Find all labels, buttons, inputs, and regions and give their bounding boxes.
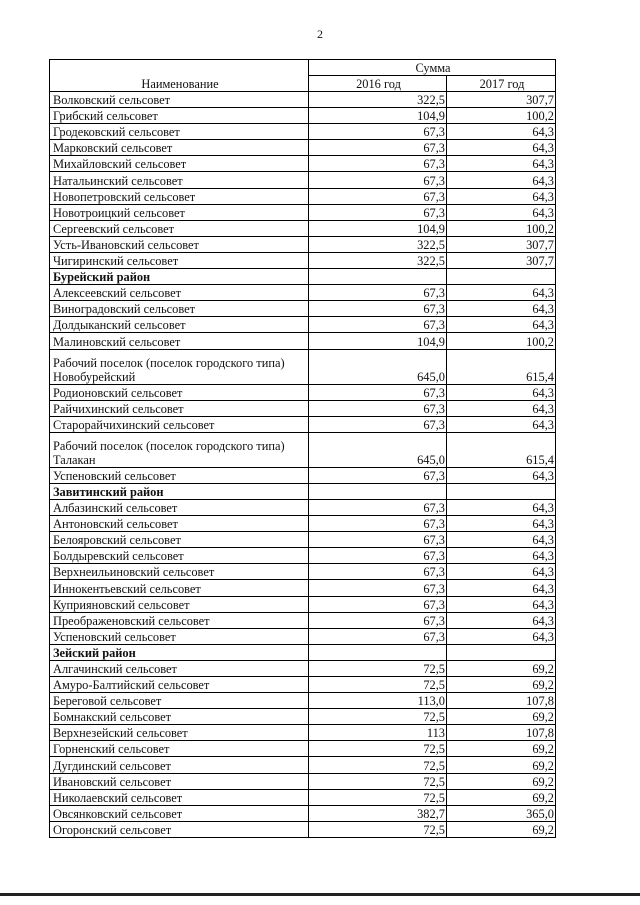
row-name: Успеновский сельсовет	[50, 628, 309, 644]
row-name: Натальинский сельсовет	[50, 172, 309, 188]
value-2016: 67,3	[309, 317, 447, 333]
value-2016: 104,9	[309, 333, 447, 349]
table-row	[50, 499, 556, 515]
value-2016: 67,3	[309, 140, 447, 156]
row-name: Новопетровский сельсовет	[50, 188, 309, 204]
district-heading-row	[50, 483, 556, 499]
value-2017: 307,7	[447, 252, 556, 268]
row-name-line-1: Рабочий поселок (поселок городского типа)	[53, 355, 285, 370]
value-2017: 307,7	[447, 236, 556, 252]
value-2017: 69,2	[447, 773, 556, 789]
table-row	[50, 467, 556, 483]
allocation-table	[49, 59, 556, 838]
value-2016: 67,3	[309, 516, 447, 532]
table-row	[50, 693, 556, 709]
district-name: Завитинский район	[50, 483, 309, 499]
value-2017: 64,3	[447, 140, 556, 156]
value-2016: 67,3	[309, 285, 447, 301]
value-2016: 67,3	[309, 156, 447, 172]
value-2017: 64,3	[447, 548, 556, 564]
row-name: Михайловский сельсовет	[50, 156, 309, 172]
row-name: Преображеновский сельсовет	[50, 612, 309, 628]
table-row	[50, 741, 556, 757]
table-row	[50, 252, 556, 268]
value-2017: 69,2	[447, 821, 556, 837]
value-2016: 67,3	[309, 204, 447, 220]
value-2017: 64,3	[447, 124, 556, 140]
row-name	[50, 432, 309, 467]
value-2016: 72,5	[309, 677, 447, 693]
empty-cell	[309, 269, 447, 285]
table-header	[50, 60, 556, 92]
table-row	[50, 349, 556, 384]
table-row	[50, 236, 556, 252]
table-row	[50, 140, 556, 156]
value-2016: 67,3	[309, 499, 447, 515]
row-name: Гродековский сельсовет	[50, 124, 309, 140]
table-row	[50, 532, 556, 548]
value-2016: 67,3	[309, 532, 447, 548]
header-sum: Сумма	[309, 60, 556, 76]
row-name-line-1: Рабочий поселок (поселок городского типа)	[53, 438, 285, 453]
row-name: Куприяновский сельсовет	[50, 596, 309, 612]
value-2016: 72,5	[309, 773, 447, 789]
district-name: Бурейский район	[50, 269, 309, 285]
value-2017: 107,8	[447, 725, 556, 741]
row-name: Малиновский сельсовет	[50, 333, 309, 349]
value-2017: 64,3	[447, 285, 556, 301]
value-2017: 307,7	[447, 92, 556, 108]
table-row	[50, 432, 556, 467]
table-row	[50, 725, 556, 741]
table-row	[50, 709, 556, 725]
row-name	[50, 349, 309, 384]
value-2017: 64,3	[447, 596, 556, 612]
value-2016: 67,3	[309, 384, 447, 400]
district-name: Зейский район	[50, 644, 309, 660]
value-2016: 67,3	[309, 172, 447, 188]
value-2017: 100,2	[447, 220, 556, 236]
table-row	[50, 548, 556, 564]
table-row	[50, 773, 556, 789]
value-2016: 67,3	[309, 548, 447, 564]
table-row	[50, 580, 556, 596]
value-2017: 64,3	[447, 612, 556, 628]
table-row	[50, 677, 556, 693]
table-row	[50, 188, 556, 204]
value-2017: 69,2	[447, 677, 556, 693]
value-2017: 365,0	[447, 805, 556, 821]
value-2016: 72,5	[309, 821, 447, 837]
table-row	[50, 564, 556, 580]
row-name-line-2: Талакан	[53, 452, 96, 467]
empty-cell	[447, 644, 556, 660]
row-name: Успеновский сельсовет	[50, 467, 309, 483]
row-name: Ивановский сельсовет	[50, 773, 309, 789]
table-row	[50, 400, 556, 416]
value-2017: 64,3	[447, 416, 556, 432]
header-name: Наименование	[50, 60, 309, 92]
value-2017: 69,2	[447, 709, 556, 725]
row-name: Старорайчихинский сельсовет	[50, 416, 309, 432]
value-2016: 113	[309, 725, 447, 741]
row-name-line-2: Новобурейский	[53, 369, 136, 384]
row-name: Горненский сельсовет	[50, 741, 309, 757]
table-row	[50, 124, 556, 140]
row-name: Бомнакский сельсовет	[50, 709, 309, 725]
table-row	[50, 333, 556, 349]
row-name: Новотроицкий сельсовет	[50, 204, 309, 220]
value-2017: 100,2	[447, 108, 556, 124]
value-2017: 64,3	[447, 317, 556, 333]
value-2016: 72,5	[309, 741, 447, 757]
empty-cell	[447, 483, 556, 499]
row-name: Родионовский сельсовет	[50, 384, 309, 400]
value-2017: 64,3	[447, 384, 556, 400]
value-2016: 72,5	[309, 757, 447, 773]
row-name: Албазинский сельсовет	[50, 499, 309, 515]
row-name: Верхнеильиновский сельсовет	[50, 564, 309, 580]
value-2017: 615,4	[447, 432, 556, 467]
value-2017: 64,3	[447, 188, 556, 204]
value-2017: 64,3	[447, 580, 556, 596]
row-name: Долдыканский сельсовет	[50, 317, 309, 333]
table-row	[50, 416, 556, 432]
value-2016: 322,5	[309, 252, 447, 268]
row-name: Огоронский сельсовет	[50, 821, 309, 837]
value-2017: 64,3	[447, 628, 556, 644]
value-2017: 69,2	[447, 757, 556, 773]
row-name: Белояровский сельсовет	[50, 532, 309, 548]
row-name: Усть-Ивановский сельсовет	[50, 236, 309, 252]
row-name: Амуро-Балтийский сельсовет	[50, 677, 309, 693]
district-heading-row	[50, 644, 556, 660]
value-2017: 64,3	[447, 301, 556, 317]
value-2017: 69,2	[447, 660, 556, 676]
value-2016: 67,3	[309, 124, 447, 140]
value-2017: 64,3	[447, 172, 556, 188]
district-heading-row	[50, 269, 556, 285]
row-name: Верхнезейский сельсовет	[50, 725, 309, 741]
row-name: Волковский сельсовет	[50, 92, 309, 108]
row-name: Райчихинский сельсовет	[50, 400, 309, 416]
value-2016: 67,3	[309, 467, 447, 483]
value-2016: 72,5	[309, 709, 447, 725]
header-year-2016: 2016 год	[309, 76, 447, 92]
empty-cell	[309, 644, 447, 660]
value-2016: 67,3	[309, 580, 447, 596]
value-2017: 69,2	[447, 741, 556, 757]
table-row	[50, 628, 556, 644]
row-name: Антоновский сельсовет	[50, 516, 309, 532]
value-2016: 104,9	[309, 108, 447, 124]
page-number: 2	[317, 27, 323, 41]
value-2017: 64,3	[447, 564, 556, 580]
value-2016: 67,3	[309, 188, 447, 204]
value-2016: 72,5	[309, 660, 447, 676]
row-name: Береговой сельсовет	[50, 693, 309, 709]
table-row	[50, 92, 556, 108]
value-2017: 64,3	[447, 156, 556, 172]
row-name: Сергеевский сельсовет	[50, 220, 309, 236]
header-year-2017: 2017 год	[447, 76, 556, 92]
table-row	[50, 285, 556, 301]
value-2017: 64,3	[447, 400, 556, 416]
value-2016: 67,3	[309, 612, 447, 628]
table-row	[50, 789, 556, 805]
row-name: Николаевский сельсовет	[50, 789, 309, 805]
value-2017: 64,3	[447, 204, 556, 220]
value-2017: 615,4	[447, 349, 556, 384]
value-2016: 72,5	[309, 789, 447, 805]
value-2016: 67,3	[309, 301, 447, 317]
value-2016: 67,3	[309, 596, 447, 612]
value-2017: 64,3	[447, 532, 556, 548]
table-row	[50, 301, 556, 317]
row-name: Болдыревский сельсовет	[50, 548, 309, 564]
table-row	[50, 204, 556, 220]
row-name: Алгачинский сельсовет	[50, 660, 309, 676]
table-row	[50, 821, 556, 837]
value-2016: 645,0	[309, 349, 447, 384]
table-row	[50, 757, 556, 773]
table-row	[50, 220, 556, 236]
row-name: Марковский сельсовет	[50, 140, 309, 156]
value-2017: 64,3	[447, 499, 556, 515]
table-row	[50, 596, 556, 612]
value-2017: 100,2	[447, 333, 556, 349]
table-row	[50, 805, 556, 821]
value-2016: 67,3	[309, 628, 447, 644]
row-name: Виноградовский сельсовет	[50, 301, 309, 317]
value-2017: 69,2	[447, 789, 556, 805]
table-row	[50, 108, 556, 124]
row-name: Грибский сельсовет	[50, 108, 309, 124]
value-2016: 67,3	[309, 416, 447, 432]
value-2016: 67,3	[309, 564, 447, 580]
value-2016: 645,0	[309, 432, 447, 467]
value-2016: 382,7	[309, 805, 447, 821]
row-name: Алексеевский сельсовет	[50, 285, 309, 301]
value-2016: 67,3	[309, 400, 447, 416]
empty-cell	[309, 483, 447, 499]
row-name: Овсянковский сельсовет	[50, 805, 309, 821]
value-2017: 64,3	[447, 516, 556, 532]
value-2016: 113,0	[309, 693, 447, 709]
value-2017: 107,8	[447, 693, 556, 709]
row-name: Чигиринский сельсовет	[50, 252, 309, 268]
table-row	[50, 516, 556, 532]
table-row	[50, 172, 556, 188]
table-row	[50, 384, 556, 400]
value-2017: 64,3	[447, 467, 556, 483]
value-2016: 322,5	[309, 92, 447, 108]
value-2016: 104,9	[309, 220, 447, 236]
value-2016: 322,5	[309, 236, 447, 252]
table-row	[50, 156, 556, 172]
empty-cell	[447, 269, 556, 285]
row-name: Дугдинский сельсовет	[50, 757, 309, 773]
scan-edge-line	[0, 893, 640, 896]
table-row	[50, 317, 556, 333]
table-body	[50, 92, 556, 838]
row-name: Иннокентьевский сельсовет	[50, 580, 309, 596]
table-row	[50, 612, 556, 628]
table-row	[50, 660, 556, 676]
